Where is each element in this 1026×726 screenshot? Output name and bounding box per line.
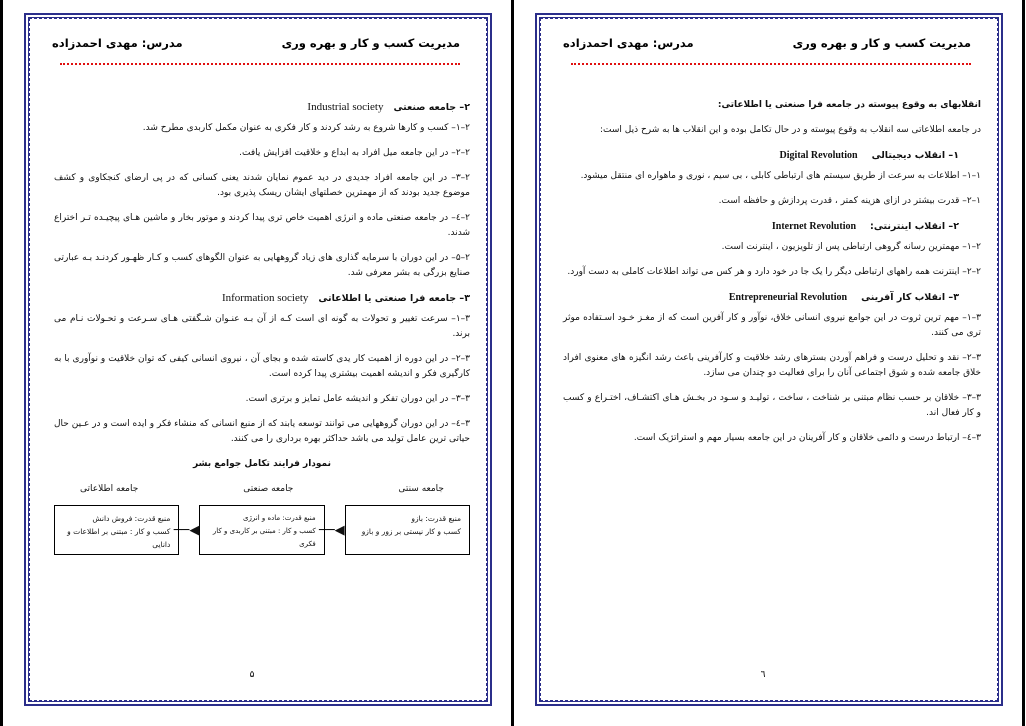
arrow-left-icon: ◀── [319,522,345,538]
paragraph: ۳–۱– سرعت تغییر و تحولات به گونه ای است کـه از آن بـه عنـوان شـگفتی هـای سـرعت و تحـولات نـام می برند. [54,314,470,339]
paragraph: ۳–٤– در این دوران گروههایی می توانند توسعه یابند که از منبع انسانی که منشاء فکر و ایده است و در عـین حال حیاتی ترین عامل تولید می باشد حداکثر بهره برداری را می کنند. [54,419,470,444]
page-number: ۵ [249,670,255,680]
page-number: ٦ [760,670,766,680]
paragraph: ۲–۲– در این جامعه میل افراد به ابداع و خلاقیت افزایش یافت. [239,148,470,158]
teacher-name: مدرس: مهدی احمدزاده [563,36,694,50]
box-traditional: منبع قدرت: بازو کسب و کار نیستی بر زور و بازو [345,505,470,555]
paragraph: ۲–۲– اینترنت همه راههای ارتباطی دیگر را یک جا در خود دارد و هر کس می تواند اطلاعات کاملی به دست آورد. [567,267,981,277]
box-info: منبع قدرت: فروش دانش کسب و کار : مبتنی بر اطلاعات و دانایی [54,505,179,555]
arrow-left-icon: ◀── [173,522,200,538]
page-content [563,98,981,456]
paragraph: ۳–۲– نقد و تحلیل درست و فراهم آوردن بسترهای رشد خلاقیت و کارآفرینی باعث رشد انگیزه های معنوی افراد خلاق جامعه شده و شوق اجتماعی آنان را برای فعالیت دو چندان می سازد. [563,353,981,378]
diagram-title: نمودار فرایند تکامل جوامع بشر [193,459,331,469]
page-divider [511,0,514,726]
paragraph: ۳–۱– مهم ترین ثروت در این جوامع نیروی انسانی خلاق، نوآور و کار آفرین است که از مغـز خـود اسـتفاده موثر تری می کنند. [563,313,981,338]
course-title: مدیریت کسب و کار و بهره وری [281,36,460,50]
page-header [42,36,470,50]
course-title: مدیریت کسب و کار و بهره وری [792,36,971,50]
dotted-divider [60,63,460,65]
page-edge-left [0,0,3,726]
page-content [54,96,470,555]
page-edge-right [1022,0,1025,726]
stage-industrial: جامعه صنعتی [243,484,294,494]
paragraph: ۱–۱– اطلاعات به سرعت از طریق سیستم های ارتباطی کابلی ، بی سیم ، نوری و ماهواره ای منتقل میشود. [580,171,981,181]
paragraph: ۳–٤– ارتباط درست و دائمی خلاقان و کار آفرینان در این جامعه بسیار مهم و استراتژیک است. [633,433,981,443]
diagram-flow [54,505,470,555]
paragraph: ۲–۳– در این جامعه افراد جدیدی در دید عموم نمایان شدند یعنی کسانی که در پی ارضای کنجکاوی و کشف موضوع جدید بودند که از مهمترین خصلتهای ایشان ریسک پذیری بود. [54,173,470,198]
paragraph: ۲–۱– مهمترین رسانه گروهی ارتباطی پس از تلویزیون ، اینترنت است. [721,242,981,252]
stage-info: جامعه اطلاعاتی [80,484,139,494]
paragraph: ۲–۵– در این دوران با سرمایه گذاری های زیاد گروههایی به عنوان الگوهای کسب و کـار ظهـور کردنـد بـه عبارتی صنایع بزرگی به بشر معرفی شد. [54,253,470,278]
diagram-stage-labels [54,482,470,497]
section-heading: ۳– جامعه فرا صنعتی یا اطلاعاتیInformation society [221,292,470,304]
intro-title: انقلابهای به وقوع پیوسته در جامعه فرا صنعتی یا اطلاعاتی: [717,100,981,110]
section-heading: ۳– انقلاب کار آفرینیEntrepreneurial Revolution [728,292,959,303]
section-heading: ۱– انقلاب دیجیتالیDigital Revolution [779,150,959,161]
paragraph: ۳–۳– خلاقان بر حسب نظام مبتنی بر شناخت ، ساخت ، تولیـد و سـود در بخـش هـای اکتشـاف، اختـراع و کسب و کار فعال اند. [563,393,981,418]
paragraph: ۲–۱– کسب و کارها شروع به رشد کردند و کار فکری به عنوان مکمل کاربدی مطرح شد. [142,123,470,133]
page-header [553,36,981,50]
dotted-divider [571,63,971,65]
paragraph: ۳–۳– در این دوران تفکر و اندیشه عامل تمایز و برتری است. [245,394,470,404]
section-heading: ۲– جامعه صنعتیIndustrial society [307,101,470,113]
box-industrial: منبع قدرت: ماده و انرژی کسب و کار : مبتنی بر کاربدی و کار فکری [199,505,324,555]
paragraph: ۳–۲– در این دوره از اهمیت کار یدی کاسته شده و بجای آن ، نیروی انسانی کیفی که توان خلاقیت و نوآوری با به کارگیری فکر و اندیشه اهمیت بیشتری پیدا کرده است. [54,354,470,379]
paragraph: در جامعه اطلاعاتی سه انقلاب به وقوع پیوسته و در حال تکامل بوده و این انقلاب ها به شرح ذیل است: [600,125,981,135]
stage-traditional: جامعه سنتی [398,484,444,494]
page-6 [527,0,1007,726]
section-heading: ۲– انقلاب اینترنتی:Internet Revolution [771,221,959,232]
paragraph: ۱–۲– قدرت بیشتر در ازای هزینه کمتر ، قدرت پردازش و حافظه است. [718,196,981,206]
paragraph: ۲–٤– در جامعه صنعتی ماده و انرژی اهمیت خاص تری پیدا کردند و موتور بخار و ماشین هـای پیچیـده تـر اختراع شدند. [54,213,470,238]
teacher-name: مدرس: مهدی احمدزاده [52,36,183,50]
page-5 [16,0,496,726]
